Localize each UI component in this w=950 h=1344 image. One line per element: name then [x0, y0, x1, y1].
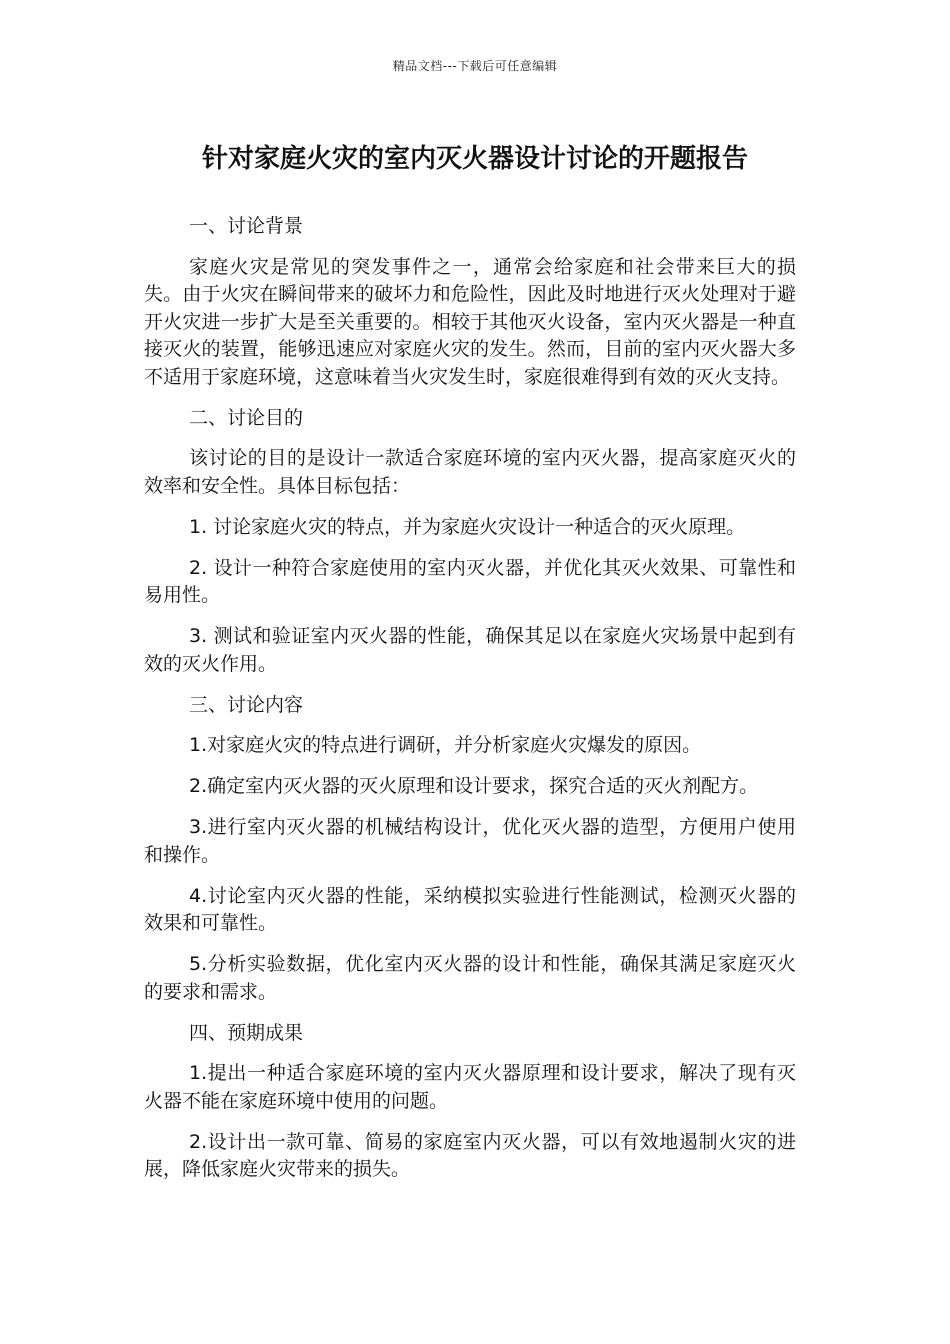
- list-item-goal-2: 2. 设计一种符合家庭使用的室内灭火器，并优化其灭火效果、可靠性和易用性。: [144, 556, 796, 606]
- list-item-content-4: 4.讨论室内灭火器的性能，采纳模拟实验进行性能测试，检测灭火器的效果和可靠性。: [144, 884, 796, 934]
- list-item-content-5: 5.分析实验数据，优化室内灭火器的设计和性能，确保其满足家庭灭火的要求和需求。: [144, 953, 796, 1003]
- list-item-outcome-2: 2.设计出一款可靠、简易的家庭室内灭火器，可以有效地遏制火灾的进展，降低家庭火灾带来的损失。: [144, 1130, 796, 1180]
- section-heading-background: 一、讨论背景: [189, 215, 304, 237]
- section-heading-content: 三、讨论内容: [189, 693, 304, 716]
- header-note: 精品文档---下载后可任意编辑: [392, 59, 558, 73]
- list-item-content-3: 3.进行室内灭火器的机械结构设计，优化灭火器的造型，方便用户使用和操作。: [144, 816, 796, 866]
- section-heading-outcomes: 四、预期成果: [189, 1021, 304, 1044]
- paragraph-purpose: 该讨论的目的是设计一款适合家庭环境的室内灭火器，提高家庭灭火的效率和安全性。具体目标包括：: [144, 447, 796, 497]
- list-item-content-2: 2.确定室内灭火器的灭火原理和设计要求，探究合适的灭火剂配方。: [189, 775, 759, 797]
- list-item-outcome-1: 1.提出一种适合家庭环境的室内灭火器原理和设计要求，解决了现有灭火器不能在家庭环境中使用的问题。: [144, 1062, 796, 1112]
- list-item-goal-3: 3. 测试和验证室内灭火器的性能，确保其足以在家庭火灾场景中起到有效的灭火作用。: [144, 625, 796, 675]
- list-item-content-1: 1.对家庭火灾的特点进行调研，并分析家庭火灾爆发的原因。: [189, 734, 702, 756]
- section-heading-purpose: 二、讨论目的: [189, 406, 304, 429]
- list-item-goal-1: 1. 讨论家庭火灾的特点，并为家庭火灾设计一种适合的灭火原理。: [189, 515, 746, 538]
- document-body: [144, 213, 796, 1197]
- paragraph-background: 家庭火灾是常见的突发事件之一，通常会给家庭和社会带来巨大的损失。由于火灾在瞬间带来的破坏力和危险性，因此及时地进行灭火处理对于避开火灾进一步扩大是至关重要的。相较于其他灭火设备，室内灭火器是一种直接灭火的装置，能够迅速应对家庭火灾的发生。然而，目前的室内灭火器大多不适用于家庭环境，这意味着当火灾发生时，家庭很难得到有效的灭火支持。: [144, 255, 796, 388]
- document-title: 针对家庭火灾的室内灭火器设计讨论的开题报告: [201, 144, 748, 174]
